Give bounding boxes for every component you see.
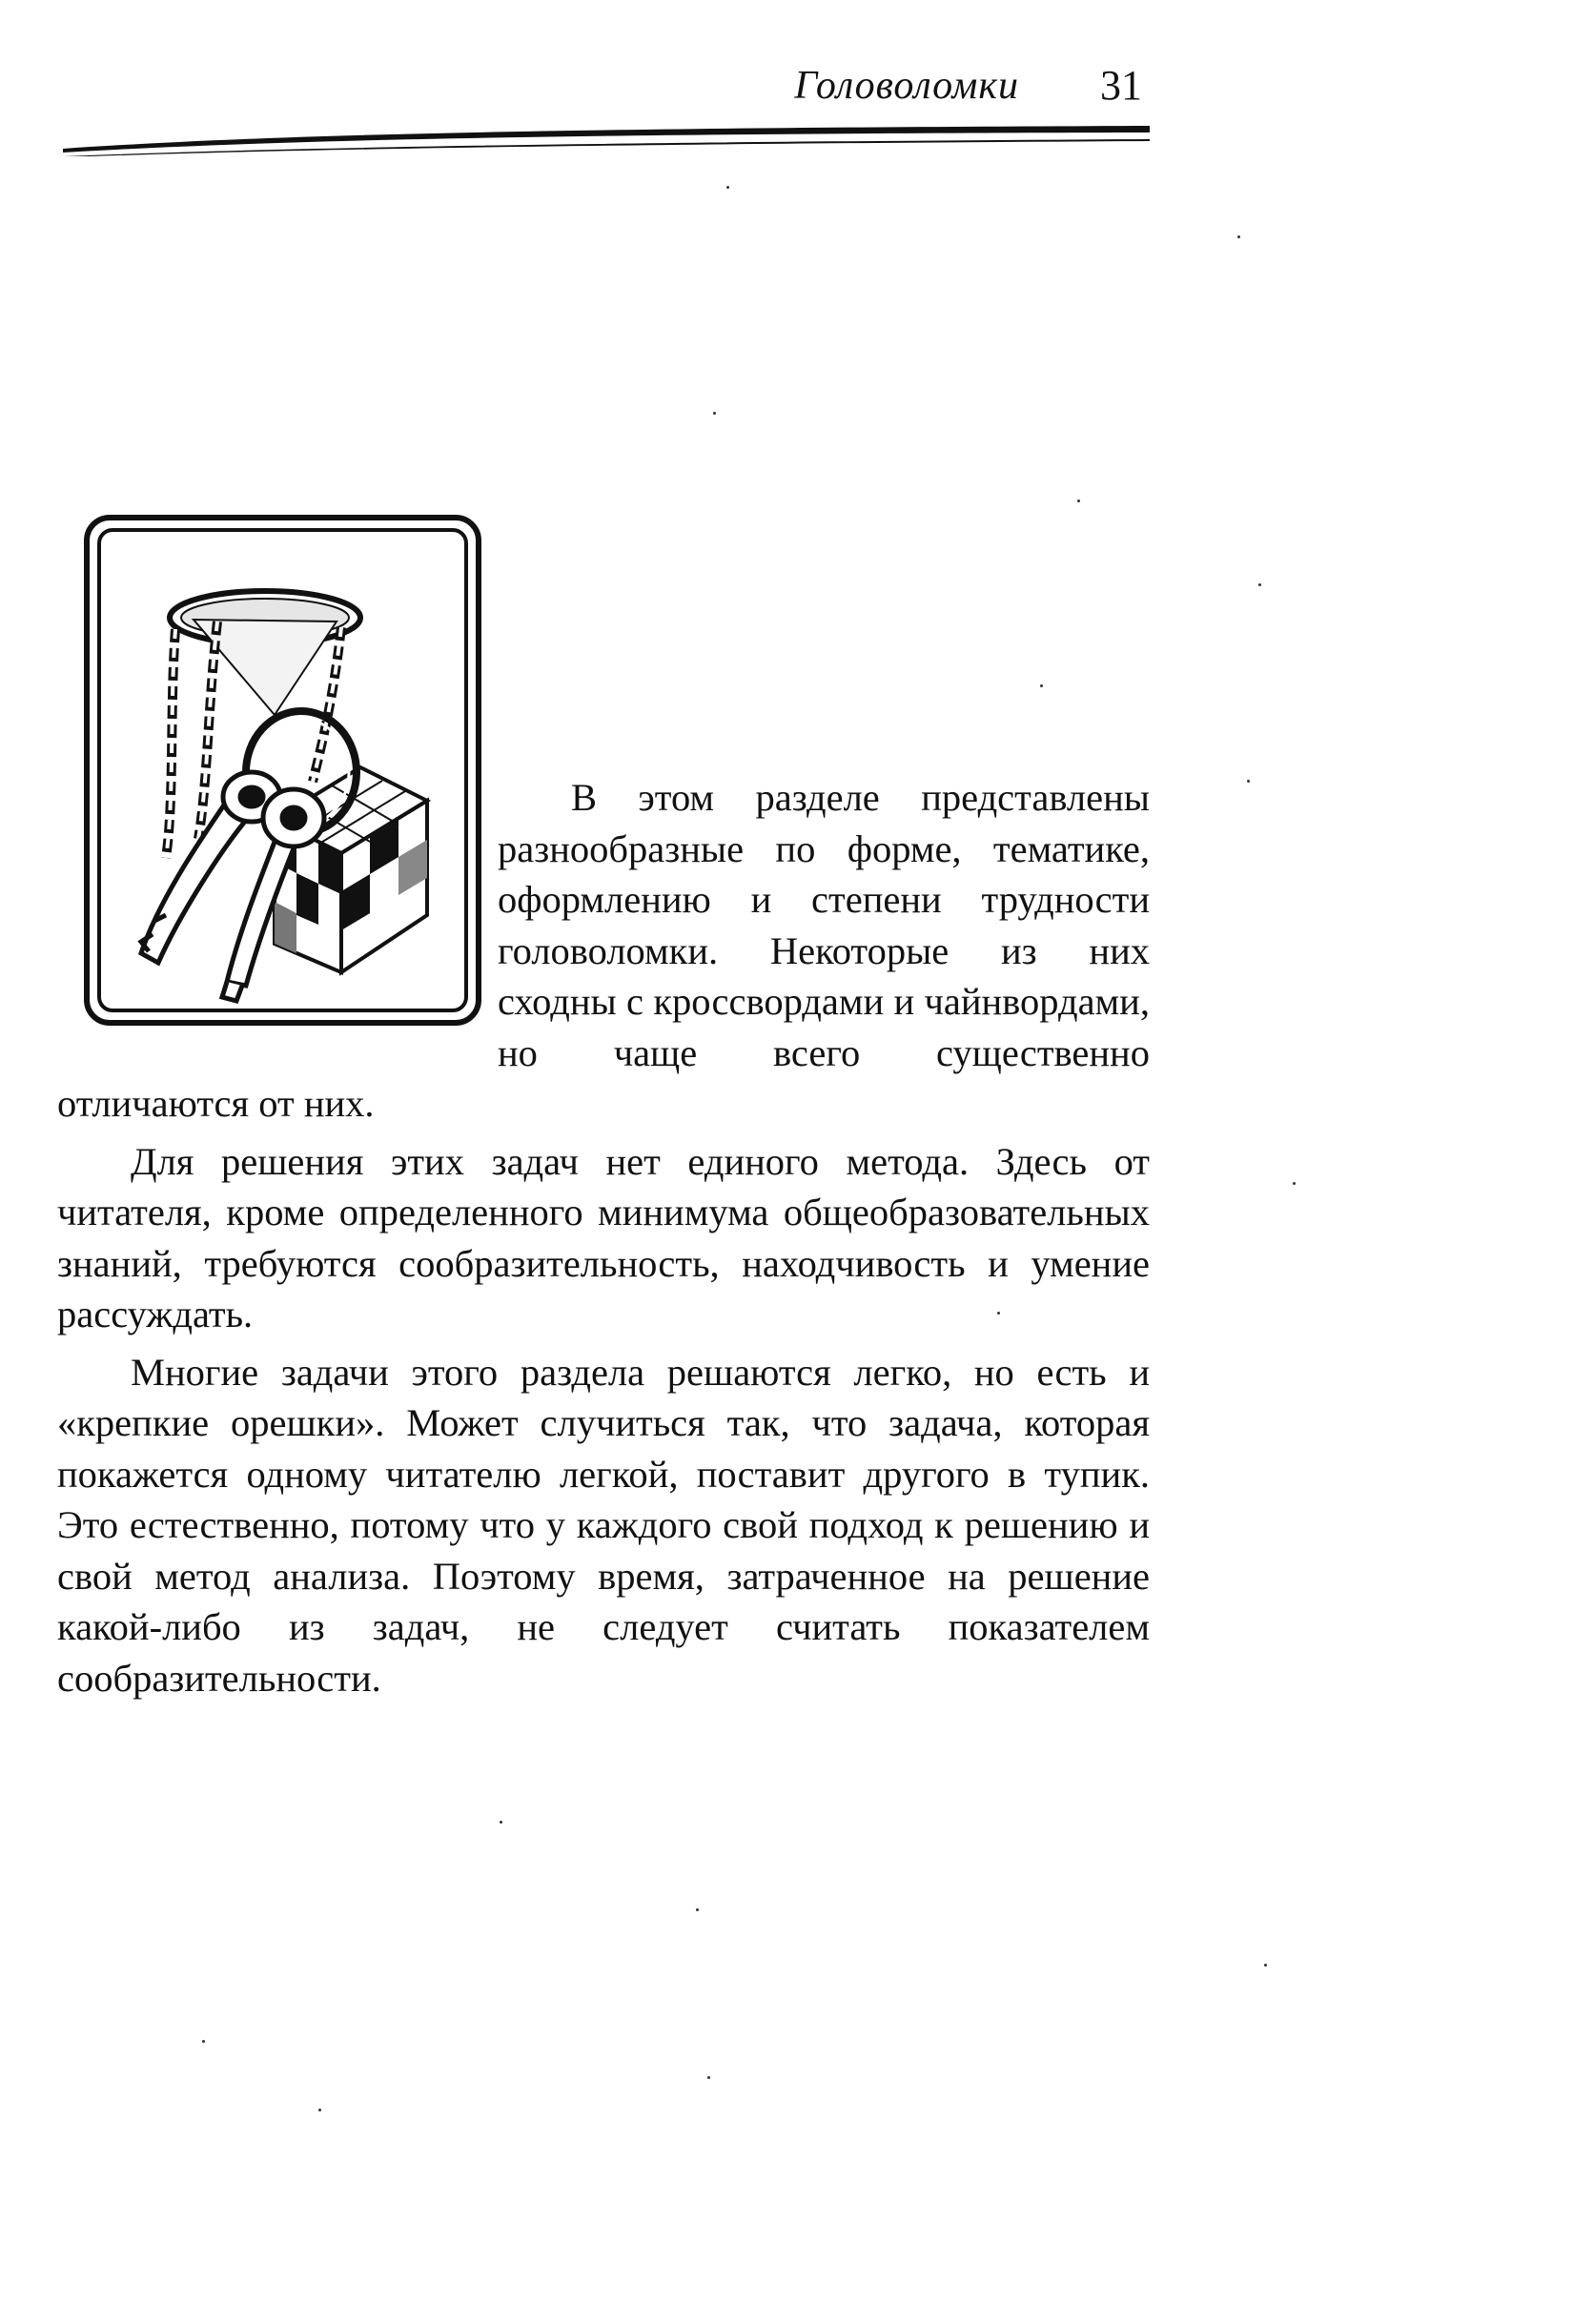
scan-speck	[500, 1821, 502, 1824]
scan-speck	[1247, 780, 1250, 783]
scan-speck	[713, 412, 716, 415]
scan-speck	[1264, 1964, 1267, 1967]
scan-speck	[1237, 235, 1240, 238]
paragraph: Многие задачи этого раздела решаются легко, но есть и «крепкие орешки». Может случиться так, что задача, которая покажется одному читателю легкой, поставит другого в тупик. Это естественно, потому что у каждого свой подход к решению и свой метод анализа. Поэтому время, затраченное на решение какой-либо из задач, не следует считать показателем сообразительности.	[57, 1350, 1150, 1700]
scan-speck	[1040, 684, 1043, 687]
header-title: Головоломки	[794, 64, 1019, 108]
running-header	[63, 57, 1150, 153]
paragraph: В этом разделе представлены разнообразные по форме, тематике, оформлению и степени трудности головоломки. Некоторые из них сходны с кроссвордами и чайнвордами, но чаще всего существенно отличаются от них.	[57, 776, 1150, 1125]
header-rule	[63, 118, 1150, 156]
scan-speck	[1077, 499, 1080, 502]
illustration-float-space	[57, 772, 498, 1057]
page-number: 31	[1100, 62, 1142, 109]
scan-speck	[726, 186, 729, 189]
scan-speck	[1258, 583, 1261, 586]
scan-speck	[318, 2109, 321, 2111]
body-text	[57, 772, 1150, 1703]
scan-speck	[202, 2040, 205, 2043]
scan-speck	[696, 1908, 699, 1911]
scan-speck	[1293, 1182, 1296, 1185]
scan-speck	[707, 2076, 710, 2079]
paragraph: Для решения этих задач нет единого метода. Здесь от читателя, кроме определенного минимума общеобразовательных знаний, требуются сообразительность, находчивость и умение рассуждать.	[57, 1139, 1150, 1335]
scan-speck	[997, 1312, 1000, 1315]
